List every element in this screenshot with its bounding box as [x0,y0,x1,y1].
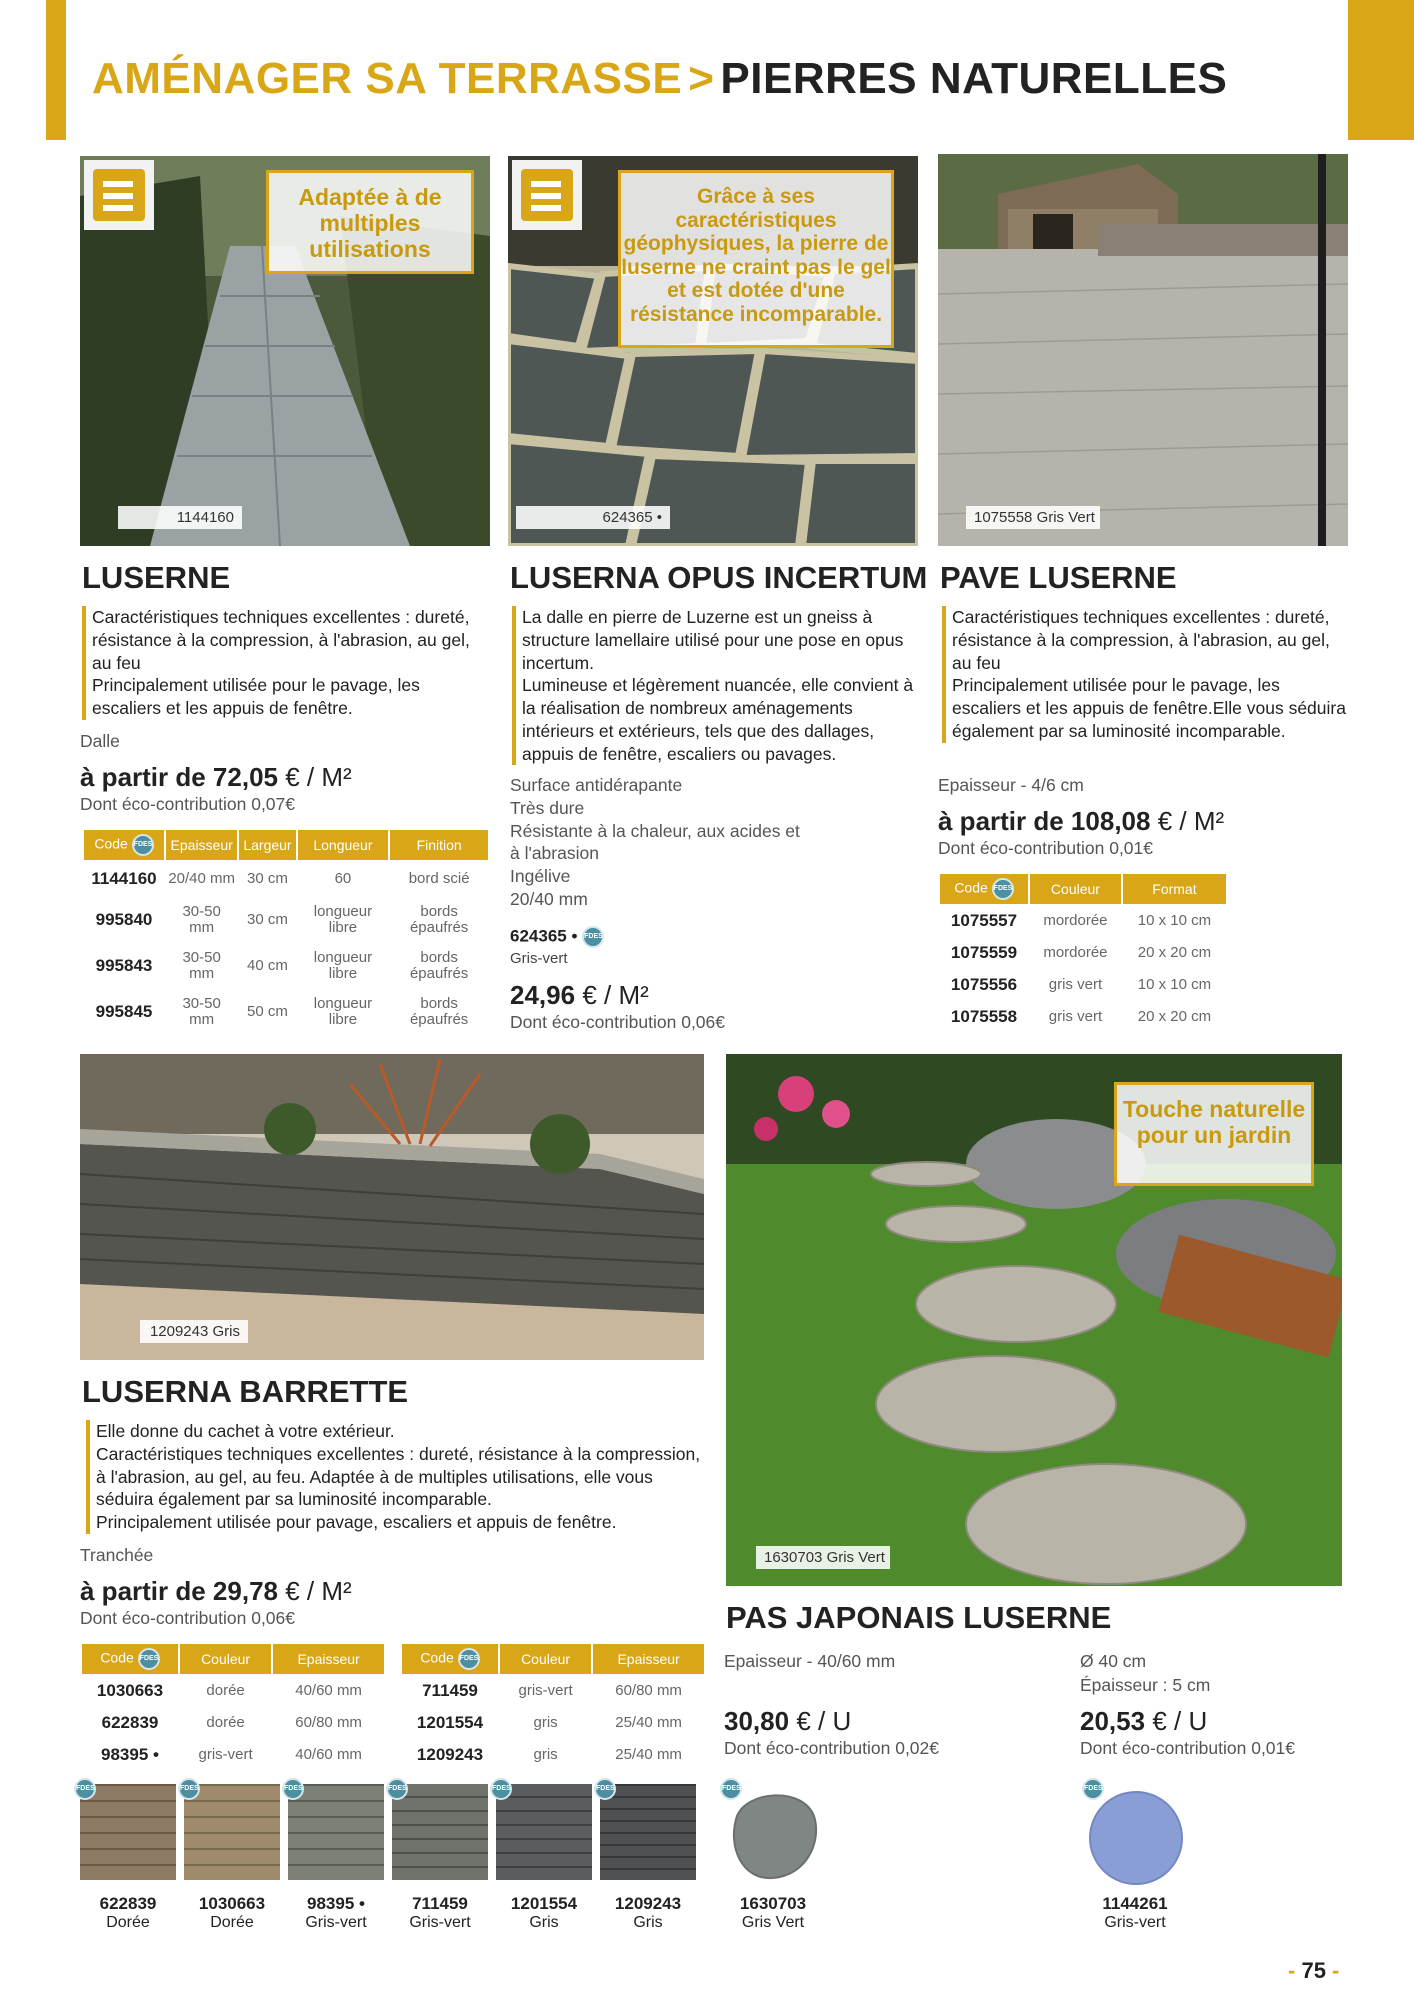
opus-incertum-eco: Dont éco-contribution 0,06€ [510,1012,725,1032]
opus-incertum-color: Gris-vert [510,950,568,967]
usage-badge-icon [512,160,582,230]
opus-incertum-description: La dalle en pierre de Luzerne est un gneiss à structure lamellaire utilisé pour une pose en opus incertum. Lumineuse et légèrement nuancée, elle convient à la réalisation de nombreux aménagements intérieurs et extérieurs, tels que des dallages, appuis de fenêtre, escaliers ou pavages. [512,606,922,765]
barrette-type: Tranchée [80,1545,154,1565]
luserne-table [82,828,490,1036]
table-header: Epaisseur [166,830,237,860]
luserne-type: Dalle [80,731,120,751]
fdes-icon: FDES [594,1778,616,1800]
table-header: Format [1123,874,1226,904]
feature-item: 20/40 mm [510,888,588,909]
opus-incertum-callout: Grâce à ses caractéristiques géophysiques, la pierre de luserne ne craint pas le gel et est dotée d'une résistance incomparable. [618,170,894,348]
sample-label: 1630703 Gris Vert [739,1894,807,1932]
table-row: 1030663 dorée 40/60 mm [96,1681,362,1701]
luserne-image-code: 1144160 [118,506,242,529]
header-accent-bar-left [46,0,66,140]
pas-japonais-right-thickness: Épaisseur : 5 cm [1080,1675,1211,1695]
table-header: Code FDES [84,830,164,860]
fdes-icon: FDES [1082,1778,1104,1800]
sample-label: 98395 • Gris-vert [305,1894,367,1932]
barrette-title: LUSERNA BARRETTE [82,1374,409,1409]
barrette-table-1 [80,1642,386,1772]
opus-incertum-title: LUSERNA OPUS INCERTUM [510,560,928,595]
usage-badge-icon [84,160,154,230]
sample-label: 1030663 Dorée [198,1894,266,1932]
table-header: Couleur [180,1644,271,1674]
luserne-description: Caractéristiques techniques excellentes : dureté, résistance à la compression, à l'abrasion, au gel, au feu Principalement utilisée pour le pavage, les escaliers et les appuis de fenêtre. [82,606,492,720]
table-row: 1144160 20/40 mm 30 cm 60 bord scié [91,869,470,889]
stepping-stone-swatch [722,1786,822,1886]
feature-item: Surface antidérapante [510,775,683,795]
page-title [92,54,1227,104]
opus-incertum-price: 24,96 € / M² [510,980,649,1010]
pas-japonais-left-eco: Dont éco-contribution 0,02€ [724,1738,939,1758]
sample-swatch-622839 [80,1784,176,1880]
pas-japonais-right-diameter: Ø 40 cm [1080,1651,1147,1671]
pave-luserne-description: Caractéristiques techniques excellentes : dureté, résistance à la compression, à l'abrasion, au gel, au feu Principalement utilisée pour le pavage, les escaliers et les appuis de fenêtre.Elle vous séduira également par sa luminosité incomparable. [942,606,1350,743]
table-row: 711459 gris-vert 60/80 mm [422,1681,682,1701]
sample-label: 1201554 Gris [510,1894,578,1932]
opus-incertum-features [510,774,810,911]
feature-item: Ingélive [510,866,571,886]
table-row: 622839 dorée 60/80 mm [101,1713,362,1733]
luserne-price [80,762,352,793]
table-header: Finition [390,830,488,860]
pas-japonais-right-eco: Dont éco-contribution 0,01€ [1080,1738,1295,1758]
luserne-price-unit: € / M² [285,762,352,792]
header-accent-bar-right [1348,0,1414,140]
section-title: AMÉNAGER SA TERRASSE [92,54,683,103]
table-row: 1209243 gris 25/40 mm [416,1745,682,1765]
sample-swatch-1209243 [600,1784,696,1880]
pave-luserne-image-code: 1075558 Gris Vert [966,506,1100,529]
sample-image [80,1784,176,1880]
pas-japonais-right-price: 20,53 € / U [1080,1706,1208,1736]
feature-item: Très dure [510,797,585,818]
fdes-icon: FDES [490,1778,512,1800]
table-row: 995843 30-50 mm 40 cm longueur libre bords épaufrés [95,949,469,982]
sample-swatch-1201554 [496,1784,592,1880]
opus-incertum-code: 624365 • FDES [510,926,604,948]
fdes-icon: FDES [386,1778,408,1800]
luserne-callout: Adaptée à de multiples utilisations [266,170,474,274]
sample-label: 711459 Gris-vert [409,1894,471,1932]
pas-japonais-left-spec: Epaisseur - 40/60 mm [724,1651,896,1671]
table-header: Epaisseur [273,1644,384,1674]
table-header: Couleur [500,1644,591,1674]
round-stone-swatch [1086,1788,1186,1888]
opus-incertum-image-code: 624365 • [516,506,670,529]
pave-luserne-title: PAVE LUSERNE [940,560,1177,595]
fdes-icon: FDES [74,1778,96,1800]
pas-japonais-left-price: 30,80 € / U [724,1706,852,1736]
barrette-price: à partir de 29,78 € / M² [80,1576,352,1606]
barrette-photo [80,1054,704,1360]
barrette-image-code: 1209243 Gris [140,1320,248,1343]
pave-luserne-price: à partir de 108,08 € / M² [938,806,1225,836]
table-row: 1075557 mordorée 10 x 10 cm [950,911,1212,931]
luserne-eco: Dont éco-contribution 0,07€ [80,794,295,814]
table-row: 995840 30-50 mm 30 cm longueur libre bords épaufrés [95,903,469,936]
page-number: - 75 - [1288,1958,1340,1983]
fdes-icon: FDES [282,1778,304,1800]
sample-label: 1209243 Gris [614,1894,682,1932]
table-header: Longueur [298,830,389,860]
table-row: 995845 30-50 mm 50 cm longueur libre bords épaufrés [95,995,469,1028]
breadcrumb-separator: > [688,54,715,103]
pas-japonais-image-code: 1630703 Gris Vert [756,1546,890,1569]
pas-japonais-callout: Touche naturelle pour un jardin [1114,1082,1314,1186]
pave-luserne-photo [938,154,1348,546]
pave-luserne-thickness: Epaisseur - 4/6 cm [938,775,1084,795]
table-header: Code FDES [402,1644,498,1674]
luserne-price-value: à partir de 72,05 [80,762,278,792]
barrette-description: Elle donne du cachet à votre extérieur. Caractéristiques techniques excellentes : dureté, résistance à la compression, à l'abrasion, au gel, au feu. Adaptée à de multiples utilisations, elle vous séduira également par sa luminosité incomparable. Principalement utilisée pour pavage, escaliers et appuis de fenêtre. [86,1420,706,1534]
table-header: Largeur [239,830,295,860]
table-row: 1075559 mordorée 20 x 20 cm [950,943,1212,963]
sample-label: 622839 Dorée [99,1894,157,1932]
table-header: Couleur [1030,874,1121,904]
sample-swatch-98395 [288,1784,384,1880]
fdes-icon: FDES [720,1778,742,1800]
subsection-title: PIERRES NATURELLES [720,54,1228,103]
table-row: 98395 • gris-vert 40/60 mm [101,1745,362,1765]
sample-swatch-1030663 [184,1784,280,1880]
table-header: Code FDES [82,1644,178,1674]
pave-luserne-table [938,872,1228,1034]
sample-label: 1144261 Gris-vert [1102,1894,1168,1932]
pas-japonais-title: PAS JAPONAIS LUSERNE [726,1600,1112,1635]
table-row: 1201554 gris 25/40 mm [416,1713,682,1733]
sample-swatch-711459 [392,1784,488,1880]
feature-item: Résistante à la chaleur, aux acides et à l'abrasion [510,820,800,864]
barrette-eco: Dont éco-contribution 0,06€ [80,1608,295,1628]
table-row: 1075556 gris vert 10 x 10 cm [950,975,1212,995]
table-header: Code FDES [940,874,1028,904]
fdes-icon: FDES [178,1778,200,1800]
pave-luserne-eco: Dont éco-contribution 0,01€ [938,838,1153,858]
luserne-title: LUSERNE [82,560,231,595]
barrette-table-2 [400,1642,706,1772]
table-header: Epaisseur [593,1644,704,1674]
fdes-icon: FDES [582,926,604,948]
table-row: 1075558 gris vert 20 x 20 cm [950,1007,1212,1027]
